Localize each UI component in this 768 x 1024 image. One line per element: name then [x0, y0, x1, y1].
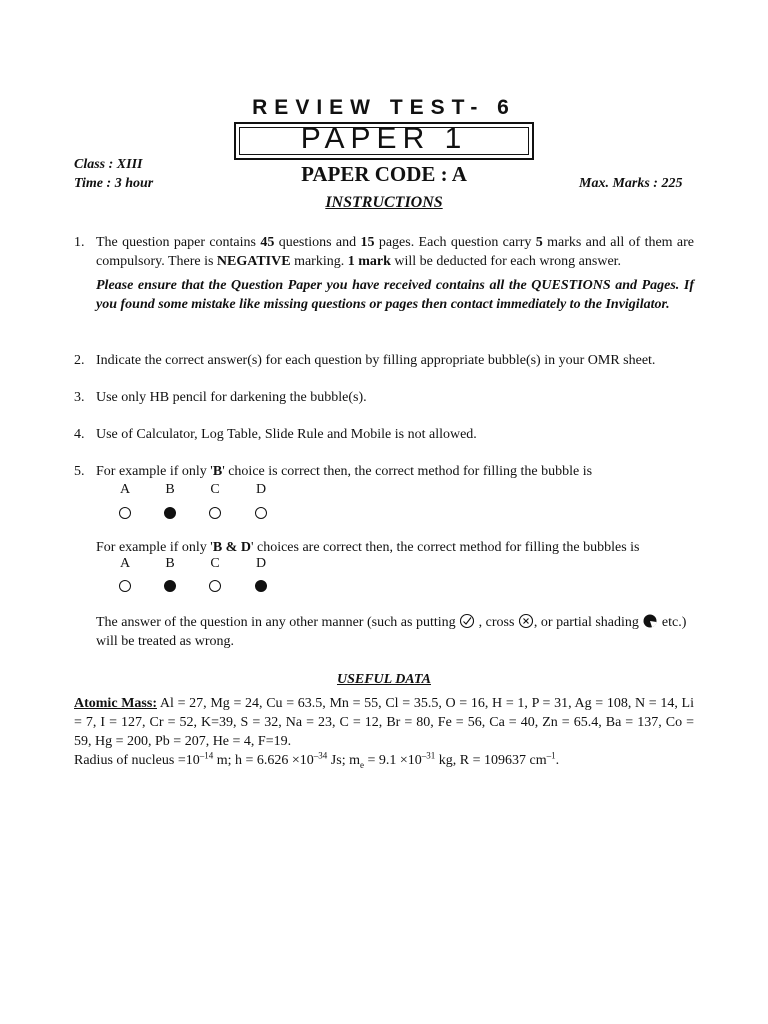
option-label: A	[119, 556, 131, 571]
option-label: B	[165, 556, 175, 571]
empty-bubble-icon	[119, 507, 131, 519]
option-label: C	[210, 556, 220, 571]
example-2-bubbles	[112, 556, 282, 596]
filled-bubble-icon	[255, 580, 267, 592]
option-label: D	[255, 482, 267, 497]
instruction-number: 5.	[74, 464, 85, 479]
option-label: C	[210, 482, 220, 497]
test-title: REVIEW TEST- 6	[252, 96, 516, 119]
paper-code: PAPER CODE : A	[301, 162, 467, 186]
instruction-text: Use of Calculator, Log Table, Slide Rule and Mobile is not allowed.	[96, 427, 477, 442]
example-2	[74, 538, 694, 557]
atomic-mass-label: Atomic Mass:	[74, 696, 157, 711]
filled-bubble-icon	[164, 580, 176, 592]
paper-box	[234, 122, 534, 160]
instruction-number: 1.	[74, 235, 85, 250]
instruction-2	[74, 351, 694, 370]
cross-bubble-icon	[518, 613, 534, 629]
empty-bubble-icon	[209, 580, 221, 592]
instruction-text: Use only HB pencil for darkening the bubble(s).	[96, 390, 367, 405]
instruction-3	[74, 388, 694, 407]
partial-shading-icon	[642, 613, 658, 629]
empty-bubble-icon	[119, 580, 131, 592]
filled-bubble-icon	[164, 507, 176, 519]
instruction-5	[74, 462, 694, 481]
atomic-mass-values: Al = 27, Mg = 24, Cu = 63.5, Mn = 55, Cl = 35.5, O = 16, H = 1, P = 31, Ag = 108, N = 14, Li = 7, I = 127, Cr = 52, K=39, S = 32, Na = 23, C = 12, Br = 80, Fe = 56, Ca = 40, Zn = 65.4, Ba = 137, Co = 59, Hg = 200, Pb = 207, He = 4, F=19.	[74, 696, 695, 749]
empty-bubble-icon	[255, 507, 267, 519]
instruction-text: The question paper contains 45 questions and 15 pages. Each question carry 5 marks and all of them are compulsory. There is NEGATIVE marking. 1 mark will be deducted for each wrong answer.	[96, 235, 694, 269]
ensure-note: Please ensure that the Question Paper you have received contains all the QUESTIONS and Pages. If you found some mistake like missing questions or pages then contact immediately to the Invigilator.	[96, 278, 694, 312]
instruction-text: Indicate the correct answer(s) for each question by filling appropriate bubble(s) in your OMR sheet.	[96, 353, 656, 368]
instructions-heading: INSTRUCTIONS	[325, 194, 443, 211]
paper-number: PAPER 1	[300, 122, 468, 155]
instruction-4	[74, 425, 694, 444]
time-label: Time : 3 hour	[74, 176, 154, 191]
option-label: A	[119, 482, 131, 497]
instruction-number: 2.	[74, 353, 85, 368]
example-1-bubbles	[112, 482, 282, 522]
atomic-mass-data	[74, 694, 694, 751]
example-1-text: For example if only 'B' choice is correct then, the correct method for filling the bubble is	[96, 464, 593, 479]
tick-bubble-icon	[459, 613, 475, 629]
option-label: B	[165, 482, 175, 497]
empty-bubble-icon	[209, 507, 221, 519]
instruction-number: 3.	[74, 390, 85, 405]
example-2-text: For example if only 'B & D' choices are correct then, the correct method for filling the bubbles is	[96, 540, 640, 555]
instruction-1	[74, 233, 694, 314]
wrong-methods-text: The answer of the question in any other manner (such as putting , cross , or partial shading etc.) will be treated as wrong.	[96, 615, 687, 649]
useful-data-heading: USEFUL DATA	[336, 672, 431, 687]
class-label: Class : XIII	[74, 157, 143, 172]
constants-data: Radius of nucleus $=10^{-14}$ m; $h = 6.626 \times 10^{-34}$ Js; $m_e = 9.1 \times 10^{-31}$ kg, R = 109637 $cm^{-1}$.	[74, 750, 560, 770]
option-label: D	[255, 556, 267, 571]
max-marks: Max. Marks : 225	[579, 176, 683, 191]
instruction-number: 4.	[74, 427, 85, 442]
wrong-methods	[74, 613, 694, 651]
